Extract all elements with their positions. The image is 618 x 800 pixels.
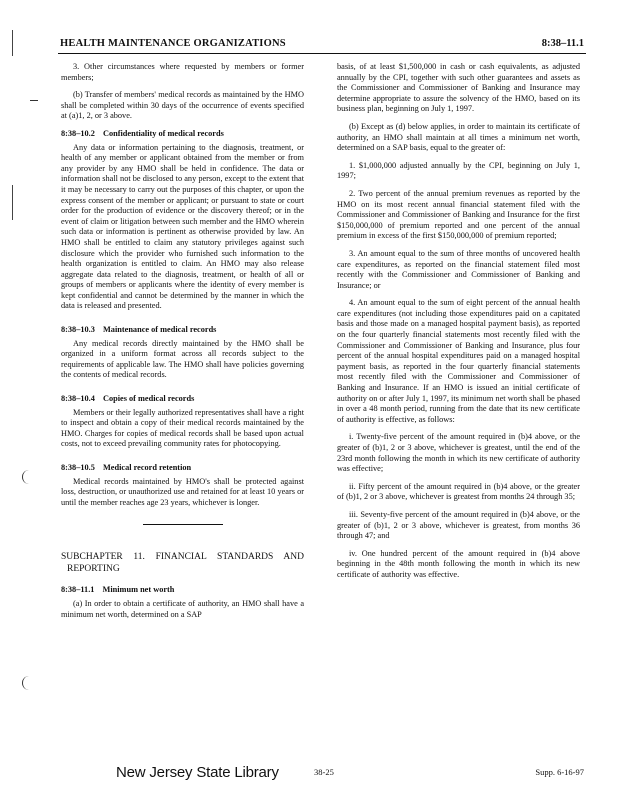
subchapter-heading: SUBCHAPTER 11. FINANCIAL STANDARDS AND REPORTING [61,552,304,575]
subchapter-divider [143,524,223,525]
margin-scan-line [12,30,13,56]
margin-binding-mark [30,100,38,101]
section-number: 8:38–10.4 [61,394,95,404]
paragraph-b-maintain: (b) Except as (d) below applies, in order to maintain its certificate of authority, an HMO shall maintain at all times a minimum net worth, determined on a SAP basis, equal to the greater of: [337,121,580,153]
section-title: Copies of medical records [102,394,195,404]
list-item-4: 4. An amount equal to the sum of eight percent of the annual health care expenditures (not including those expenditures paid on a capitated basis and those made on a managed hospital payment basis), as reported on the four quarterly financial statements most recently filed with the Commissioner and Commissioner of Banking and Insurance, plus four percent of the annual hospital expenditures paid on a managed hospital payment basis, as reported in the four quarterly financial statements most recently filed with the Commissioner and Commissioner of Banking and Insurance. If an HMO is issued an initial certificate of authority on or after July 1, 1997, its minimum net worth shall be phased in over a 48 month period, running from the date that its new certificate of authority is effective, as follows: [337,298,580,424]
list-item-3: 3. An amount equal to the sum of three months of uncovered health care expenditures, as reported on the financial statement filed most recently with the Commissioner and Commissioner of Banking and Insurance; or [337,248,580,290]
section-heading-10-3 [61,325,304,336]
right-column [337,62,580,588]
section-body-10-5: Medical records maintained by HMO's shall be protected against loss, destruction, or unauthorized use and retained for at least 10 years or until the member reaches age 23 years, whichever is longer. [61,476,304,507]
sub-item-iii: iii. Seventy-five percent of the amount required in (b)4 above, or the greater of (b)1, 2 or 3 above, whichever is greatest, from months 36 through 47; and [337,509,580,541]
section-body-10-2: Any data or information pertaining to the diagnosis, treatment, or health of any member or applicant obtained from the member or from any provider by any HMO shall be held in confidence. The data or information shall not be disclosed to any person, except to the extent that it may be necessary to carry out the purposes of this chapter, or upon the express consent of the member or applicant; or pursuant to state or court order for the production of evidence or the discovery thereof; or in the event of claim or litigation between such member and the HMO wherein such data or information is pertinent as otherwise provided by law. An HMO shall be entitled to claim any statutory privileges against such disclosure which the provider who furnished such information to the health organization is entitled to claim. An HMO may also release aggregate data related to the diagnosis, treatment, or health of all or groups of members or applicants where the identity of every member is kept confidential and cannot be determined by the manner in which the data is released and presented. [61,142,304,311]
margin-binding-mark [22,470,35,484]
running-header-title: HEALTH MAINTENANCE ORGANIZATIONS [60,38,286,49]
section-title: Confidentiality of medical records [102,128,224,138]
section-heading-10-5 [61,463,304,474]
page-number: 38-25 [314,767,334,777]
section-heading-11-1 [61,585,304,596]
paragraph-continuation: basis, of at least $1,500,000 in cash or cash equivalents, as adjusted annually by the CPI, together with such other guarantees and assets as the Commissioner and Commissioner of Banking and Insurance may determine appropriate to assure the solvency of the HMO, based on its business plan, beginning on July 1, 1997. [337,62,580,114]
section-number: 8:38–10.2 [61,128,95,138]
section-body-11-1-a: (a) In order to obtain a certificate of authority, an HMO shall have a minimum net worth, determined on a SAP [61,598,304,619]
library-stamp: New Jersey State Library [116,764,279,781]
section-number: 8:38–10.5 [61,463,95,472]
section-title: Maintenance of medical records [102,325,217,335]
section-title: Medical record retention [102,463,192,472]
left-column [61,62,304,627]
sub-item-ii: ii. Fifty percent of the amount required in (b)4 above, or the greater of (b)1, 2 or 3 above, whichever is greatest from months 24 through 35; [337,481,580,502]
list-item-1: 1. $1,000,000 adjusted annually by the CPI, beginning on July 1, 1997; [337,160,580,181]
margin-scan-line [12,185,13,220]
margin-binding-mark [22,676,35,690]
sub-item-i: i. Twenty-five percent of the amount required in (b)4 above, or the greater of (b)1, 2 or 3 above, whichever is greatest, until the end of the 23rd month following the month in which its new certificate of authority was effective; [337,432,580,474]
section-heading-10-2 [61,129,304,140]
paragraph-b-transfer: (b) Transfer of members' medical records as maintained by the HMO shall be completed within 30 days of the occurrence of events specified at (a)1, 2, or 3 above. [61,90,304,121]
section-number: 8:38–10.3 [61,325,95,335]
section-title: Minimum net worth [102,585,175,595]
section-number: 8:38–11.1 [61,585,95,595]
list-item-2: 2. Two percent of the annual premium revenues as reported by the HMO on its most recent annual financial statement filed with the Commissioner and Commissioner of Banking and Insurance for the first $150,000,000 of premium reported and one percent of the annual premium in excess of the first $150,000,000 of premium reported; [337,188,580,241]
running-header-section: 8:38–11.1 [541,38,584,49]
sub-item-iv: iv. One hundred percent of the amount required in (b)4 above beginning in the 48th month following the month in which its new certificate of authority was effective. [337,548,580,579]
supplement-date: Supp. 6-16-97 [535,767,584,777]
section-body-10-4: Members or their legally authorized representatives shall have a right to inspect and obtain a copy of their medical records maintained by the HMO. Charges for copies of medical records shall be based upon actual costs, not to exceed prevailing community rates for photocopying. [61,407,304,449]
header-rule [58,53,586,54]
section-heading-10-4 [61,394,304,405]
section-body-10-3: Any medical records directly maintained by the HMO shall be organized in a uniform format across all records subject to the requirements of applicable law. The HMO shall have policies governing the contents of medical records. [61,338,304,380]
paragraph-item-3: 3. Other circumstances where requested by members or former members; [61,62,304,82]
